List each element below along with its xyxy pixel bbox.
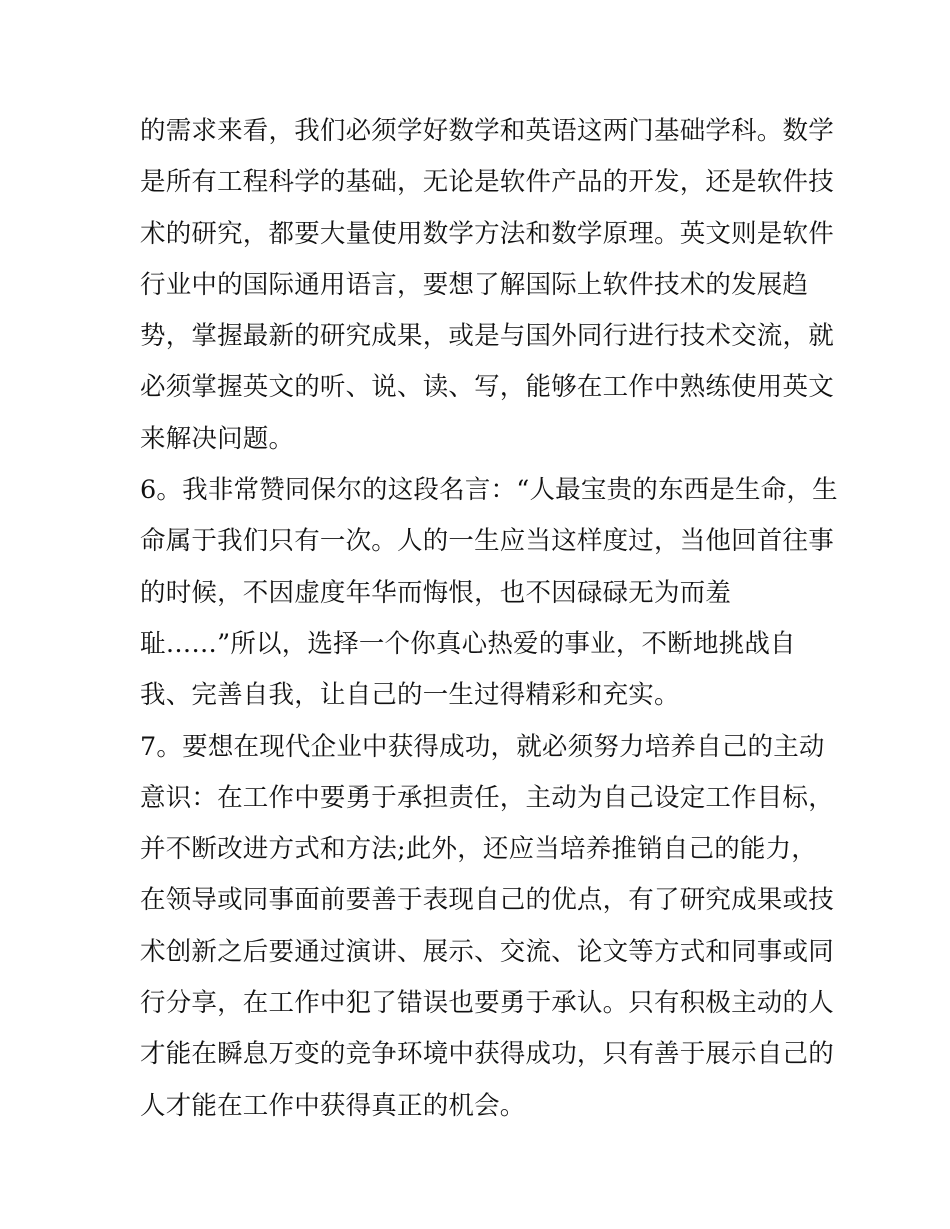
text-line: 行业中的国际通用语言，要想了解国际上软件技术的发展趋 (140, 269, 809, 300)
text-line: 必须掌握英文的听、说、读、写，能够在工作中熟练使用英文 (140, 372, 834, 403)
body-text (140, 106, 838, 1132)
text-line: 是所有工程科学的基础，无论是软件产品的开发，还是软件技 (140, 167, 834, 198)
text-line: 的时候，不因虚度年华而悔恨，也不因碌碌无为而羞 (140, 577, 732, 608)
text-line: 耻……”所以，选择一个你真心热爱的事业，不断地挑战自 (140, 628, 796, 659)
text-line: 才能在瞬息万变的竞争环境中获得成功，只有善于展示自己的 (140, 1039, 834, 1070)
paragraph-7-start: 7。要想在现代企业中获得成功，就必须努力培养自己的主动 (140, 731, 825, 762)
text-line: 的需求来看，我们必须学好数学和英语这两门基础学科。数学 (140, 116, 834, 146)
text-line: 命属于我们只有一次。人的一生应当这样度过，当他回首往事 (140, 526, 834, 557)
text-line: 并不断改进方式和方法;此外，还应当培养推销自己的能力， (140, 834, 817, 865)
paragraph-6-start: 6。我非常赞同保尔的这段名言：“人最宝贵的东西是生命，生 (140, 475, 838, 506)
text-line: 意识：在工作中要勇于承担责任，主动为自己设定工作目标， (140, 782, 834, 813)
text-line: 术的研究，都要大量使用数学方法和数学原理。英文则是软件 (140, 218, 834, 249)
text-line: 人才能在工作中获得真正的机会。 (140, 1090, 526, 1121)
text-line: 势，掌握最新的研究成果，或是与国外同行进行技术交流，就 (140, 321, 834, 352)
text-line: 来解决问题。 (140, 423, 295, 454)
text-line: 行分享，在工作中犯了错误也要勇于承认。只有积极主动的人 (140, 988, 834, 1019)
text-line: 我、完善自我，让自己的一生过得精彩和充实。 (140, 680, 680, 711)
text-line: 术创新之后要通过演讲、展示、交流、论文等方式和同事或同 (140, 936, 834, 967)
text-line: 在领导或同事面前要善于表现自己的优点，有了研究成果或技 (140, 885, 834, 916)
